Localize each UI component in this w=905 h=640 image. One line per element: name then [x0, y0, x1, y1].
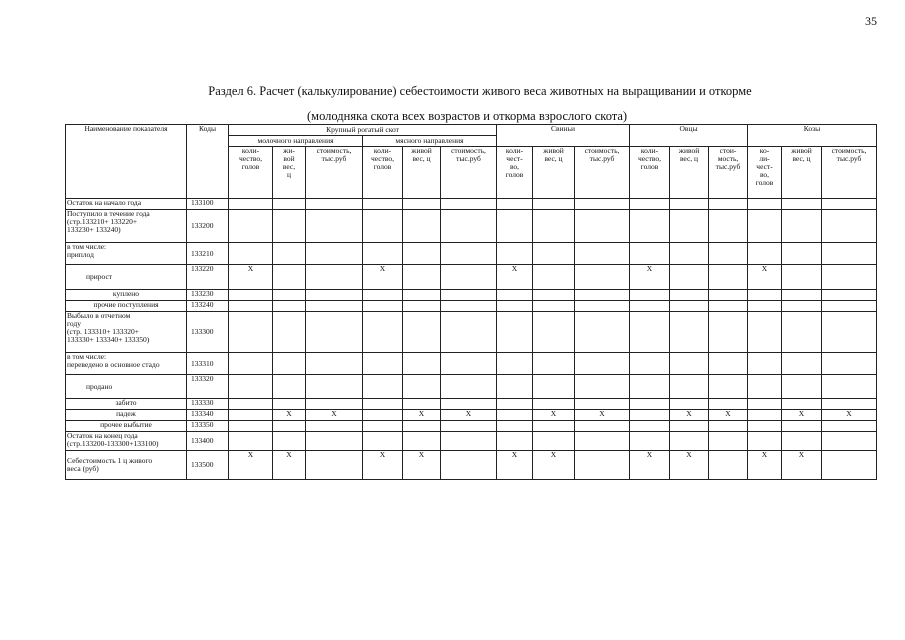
data-cell	[630, 432, 670, 451]
data-cell	[822, 399, 877, 410]
table-row	[66, 199, 877, 210]
data-cell	[782, 301, 822, 312]
data-cell	[306, 432, 363, 451]
data-cell	[441, 265, 497, 290]
x-mark-cell: X	[497, 451, 533, 480]
data-cell	[403, 210, 441, 243]
data-cell	[822, 210, 877, 243]
data-cell	[497, 410, 533, 421]
data-cell	[403, 301, 441, 312]
data-cell	[229, 432, 273, 451]
column-header: стои- мость, тыс.руб	[709, 147, 748, 199]
data-cell	[273, 353, 306, 375]
column-header: коли- чест- во, голов	[497, 147, 533, 199]
table-row	[66, 375, 877, 399]
row-code: 133300	[187, 312, 229, 353]
x-mark-cell: X	[363, 451, 403, 480]
data-cell	[575, 290, 630, 301]
x-mark-cell: X	[273, 451, 306, 480]
data-cell	[670, 243, 709, 265]
data-cell	[575, 399, 630, 410]
data-cell	[822, 375, 877, 399]
data-cell	[363, 210, 403, 243]
data-cell	[403, 353, 441, 375]
data-cell	[630, 410, 670, 421]
table-row	[66, 265, 877, 290]
data-cell	[670, 290, 709, 301]
data-cell	[497, 210, 533, 243]
data-cell	[497, 432, 533, 451]
data-cell	[533, 399, 575, 410]
row-code: 133100	[187, 199, 229, 210]
row-code: 133350	[187, 421, 229, 432]
column-header: стоимость, тыс.руб	[822, 147, 877, 199]
data-cell	[306, 301, 363, 312]
data-cell	[822, 451, 877, 480]
data-cell	[363, 312, 403, 353]
data-cell	[822, 199, 877, 210]
data-cell	[709, 399, 748, 410]
data-cell	[670, 301, 709, 312]
data-cell	[782, 210, 822, 243]
x-mark-cell: X	[709, 410, 748, 421]
data-cell	[748, 199, 782, 210]
row-label: в том числе: приплод	[66, 243, 187, 265]
header-goats: Козы	[748, 125, 877, 147]
data-cell	[403, 290, 441, 301]
data-cell	[630, 399, 670, 410]
data-cell	[403, 312, 441, 353]
row-code: 133210	[187, 243, 229, 265]
data-cell	[630, 290, 670, 301]
x-mark-cell: X	[306, 410, 363, 421]
data-cell	[709, 432, 748, 451]
data-cell	[782, 421, 822, 432]
data-cell	[441, 243, 497, 265]
data-cell	[403, 432, 441, 451]
data-cell	[229, 312, 273, 353]
data-cell	[709, 451, 748, 480]
data-cell	[782, 399, 822, 410]
x-mark-cell: X	[229, 265, 273, 290]
data-cell	[709, 243, 748, 265]
data-cell	[748, 290, 782, 301]
data-cell	[229, 301, 273, 312]
data-cell	[306, 265, 363, 290]
data-cell	[273, 399, 306, 410]
data-cell	[709, 199, 748, 210]
table-row	[66, 353, 877, 375]
data-cell	[363, 432, 403, 451]
data-cell	[575, 421, 630, 432]
data-cell	[822, 353, 877, 375]
data-cell	[575, 375, 630, 399]
data-cell	[782, 243, 822, 265]
data-cell	[533, 375, 575, 399]
data-cell	[441, 301, 497, 312]
data-cell	[306, 199, 363, 210]
data-cell	[822, 301, 877, 312]
row-code: 133330	[187, 399, 229, 410]
cost-calculation-table	[65, 124, 877, 480]
data-cell	[670, 265, 709, 290]
row-label: куплено	[66, 290, 187, 301]
column-header: жи- вой вес, ц	[273, 147, 306, 199]
data-cell	[441, 399, 497, 410]
data-cell	[306, 421, 363, 432]
data-cell	[670, 375, 709, 399]
row-label: продано	[66, 375, 187, 399]
row-label: Остаток на конец года (стр.133200-133300+133100)	[66, 432, 187, 451]
data-cell	[441, 375, 497, 399]
data-cell	[229, 290, 273, 301]
data-cell	[670, 199, 709, 210]
data-cell	[363, 375, 403, 399]
column-header: живой вес, ц	[670, 147, 709, 199]
data-cell	[441, 210, 497, 243]
row-label: прочие поступления	[66, 301, 187, 312]
x-mark-cell: X	[630, 265, 670, 290]
table-row	[66, 451, 877, 480]
header-cattle: Крупный рогатый скот	[229, 125, 497, 136]
column-header: живой вес, ц	[782, 147, 822, 199]
data-cell	[306, 243, 363, 265]
data-cell	[273, 301, 306, 312]
data-cell	[822, 312, 877, 353]
data-cell	[709, 421, 748, 432]
data-cell	[782, 432, 822, 451]
x-mark-cell: X	[441, 410, 497, 421]
section-title: Раздел 6. Расчет (калькулирование) себестоимости живого веса животных на выращивании и откорме	[208, 84, 752, 98]
x-mark-cell: X	[363, 265, 403, 290]
row-label: Выбыло в отчетном году (стр. 133310+ 133320+ 133330+ 133340+ 133350)	[66, 312, 187, 353]
row-code: 133220	[187, 265, 229, 290]
data-cell	[403, 199, 441, 210]
data-cell	[306, 353, 363, 375]
data-cell	[306, 375, 363, 399]
data-cell	[229, 410, 273, 421]
data-cell	[497, 290, 533, 301]
row-label: Поступило в течение года (стр.133210+ 133220+ 133230+ 133240)	[66, 210, 187, 243]
data-cell	[630, 421, 670, 432]
x-mark-cell: X	[403, 451, 441, 480]
table-row	[66, 432, 877, 451]
column-header: ко- ли- чест- во, голов	[748, 147, 782, 199]
data-cell	[273, 243, 306, 265]
row-label: прочее выбытие	[66, 421, 187, 432]
data-cell	[273, 265, 306, 290]
row-code: 133240	[187, 301, 229, 312]
column-header: коли- чество, голов	[630, 147, 670, 199]
data-cell	[533, 243, 575, 265]
header-sheep: Овцы	[630, 125, 748, 147]
data-cell	[497, 399, 533, 410]
row-code: 133500	[187, 451, 229, 480]
column-header: стоимость, тыс.руб	[441, 147, 497, 199]
header-codes: Коды	[187, 125, 229, 199]
row-code: 133230	[187, 290, 229, 301]
data-cell	[403, 375, 441, 399]
data-cell	[533, 210, 575, 243]
data-cell	[782, 375, 822, 399]
data-cell	[630, 199, 670, 210]
data-cell	[709, 375, 748, 399]
data-cell	[748, 375, 782, 399]
data-cell	[630, 375, 670, 399]
x-mark-cell: X	[273, 410, 306, 421]
data-cell	[363, 301, 403, 312]
data-cell	[748, 399, 782, 410]
x-mark-cell: X	[229, 451, 273, 480]
data-cell	[748, 243, 782, 265]
data-cell	[630, 301, 670, 312]
data-cell	[441, 421, 497, 432]
x-mark-cell: X	[670, 410, 709, 421]
data-cell	[709, 301, 748, 312]
data-cell	[363, 199, 403, 210]
data-cell	[533, 421, 575, 432]
data-cell	[229, 375, 273, 399]
data-cell	[273, 210, 306, 243]
data-cell	[497, 301, 533, 312]
column-header: стоимость, тыс.руб	[575, 147, 630, 199]
table-row	[66, 399, 877, 410]
x-mark-cell: X	[748, 451, 782, 480]
table-row	[66, 301, 877, 312]
data-cell	[363, 353, 403, 375]
data-cell	[575, 312, 630, 353]
row-label: прирост	[66, 265, 187, 290]
data-cell	[533, 265, 575, 290]
row-label: забито	[66, 399, 187, 410]
header-pigs: Свиньи	[497, 125, 630, 147]
data-cell	[497, 199, 533, 210]
data-cell	[748, 432, 782, 451]
x-mark-cell: X	[782, 410, 822, 421]
data-cell	[533, 290, 575, 301]
column-header: живой вес, ц	[403, 147, 441, 199]
data-cell	[306, 399, 363, 410]
row-code: 133200	[187, 210, 229, 243]
data-cell	[822, 290, 877, 301]
data-cell	[363, 290, 403, 301]
data-cell	[497, 312, 533, 353]
data-cell	[441, 312, 497, 353]
data-cell	[782, 265, 822, 290]
column-header: живой вес, ц	[533, 147, 575, 199]
data-cell	[441, 290, 497, 301]
table-row	[66, 312, 877, 353]
data-cell	[363, 243, 403, 265]
table-row	[66, 243, 877, 265]
table-row	[66, 290, 877, 301]
row-label: в том числе: переведено в основное стадо	[66, 353, 187, 375]
data-cell	[575, 451, 630, 480]
data-cell	[670, 432, 709, 451]
data-cell	[709, 290, 748, 301]
row-label: падеж	[66, 410, 187, 421]
data-cell	[403, 243, 441, 265]
section-subtitle: (молодняка скота всех возрастов и откорма взрослого скота)	[307, 109, 628, 123]
page-number: 35	[865, 14, 877, 28]
data-cell	[782, 312, 822, 353]
column-header: коли- чество, голов	[229, 147, 273, 199]
data-cell	[630, 210, 670, 243]
data-cell	[306, 451, 363, 480]
data-cell	[630, 312, 670, 353]
data-cell	[273, 421, 306, 432]
data-cell	[403, 265, 441, 290]
table-row	[66, 410, 877, 421]
data-cell	[533, 199, 575, 210]
data-cell	[441, 432, 497, 451]
data-cell	[497, 375, 533, 399]
column-header: стоимость, тыс.руб	[306, 147, 363, 199]
x-mark-cell: X	[822, 410, 877, 421]
data-cell	[273, 375, 306, 399]
data-cell	[670, 210, 709, 243]
data-cell	[306, 210, 363, 243]
data-cell	[306, 312, 363, 353]
data-cell	[575, 210, 630, 243]
data-cell	[533, 432, 575, 451]
data-cell	[575, 243, 630, 265]
data-cell	[363, 421, 403, 432]
data-cell	[748, 410, 782, 421]
x-mark-cell: X	[782, 451, 822, 480]
x-mark-cell: X	[630, 451, 670, 480]
data-cell	[229, 421, 273, 432]
data-cell	[229, 210, 273, 243]
data-cell	[273, 290, 306, 301]
x-mark-cell: X	[497, 265, 533, 290]
x-mark-cell: X	[670, 451, 709, 480]
header-indicator: Наименование показателя	[66, 125, 187, 199]
data-cell	[229, 243, 273, 265]
data-cell	[782, 290, 822, 301]
data-cell	[670, 421, 709, 432]
data-cell	[229, 353, 273, 375]
data-cell	[822, 421, 877, 432]
data-cell	[748, 210, 782, 243]
data-cell	[575, 265, 630, 290]
row-code: 133320	[187, 375, 229, 399]
data-cell	[709, 265, 748, 290]
data-cell	[748, 312, 782, 353]
header-meat: мясного направления	[363, 136, 497, 147]
data-cell	[748, 301, 782, 312]
data-cell	[306, 290, 363, 301]
table-row	[66, 210, 877, 243]
data-cell	[748, 421, 782, 432]
data-cell	[709, 210, 748, 243]
data-cell	[575, 353, 630, 375]
data-cell	[822, 243, 877, 265]
x-mark-cell: X	[533, 410, 575, 421]
data-cell	[497, 421, 533, 432]
table-row	[66, 421, 877, 432]
data-cell	[709, 353, 748, 375]
data-cell	[363, 410, 403, 421]
x-mark-cell: X	[533, 451, 575, 480]
data-cell	[273, 432, 306, 451]
data-cell	[575, 432, 630, 451]
data-cell	[748, 353, 782, 375]
data-cell	[782, 353, 822, 375]
data-cell	[441, 353, 497, 375]
data-cell	[403, 399, 441, 410]
row-label: Себестоимость 1 ц живого веса (руб)	[66, 451, 187, 480]
data-cell	[822, 265, 877, 290]
data-cell	[229, 399, 273, 410]
data-cell	[533, 301, 575, 312]
data-cell	[497, 243, 533, 265]
data-cell	[630, 353, 670, 375]
row-code: 133400	[187, 432, 229, 451]
data-cell	[363, 399, 403, 410]
data-cell	[533, 312, 575, 353]
data-cell	[273, 312, 306, 353]
data-cell	[273, 199, 306, 210]
data-cell	[630, 243, 670, 265]
data-cell	[441, 199, 497, 210]
row-label: Остаток на начало года	[66, 199, 187, 210]
row-code: 133310	[187, 353, 229, 375]
data-cell	[533, 353, 575, 375]
column-header: коли- чество, голов	[363, 147, 403, 199]
data-cell	[441, 451, 497, 480]
x-mark-cell: X	[403, 410, 441, 421]
data-cell	[575, 301, 630, 312]
data-cell	[403, 421, 441, 432]
data-cell	[575, 199, 630, 210]
data-cell	[822, 432, 877, 451]
row-code: 133340	[187, 410, 229, 421]
data-cell	[229, 199, 273, 210]
x-mark-cell: X	[575, 410, 630, 421]
data-cell	[670, 312, 709, 353]
data-cell	[782, 199, 822, 210]
data-cell	[670, 353, 709, 375]
header-dairy: молочного направления	[229, 136, 363, 147]
data-cell	[497, 353, 533, 375]
data-cell	[670, 399, 709, 410]
data-cell	[709, 312, 748, 353]
x-mark-cell: X	[748, 265, 782, 290]
